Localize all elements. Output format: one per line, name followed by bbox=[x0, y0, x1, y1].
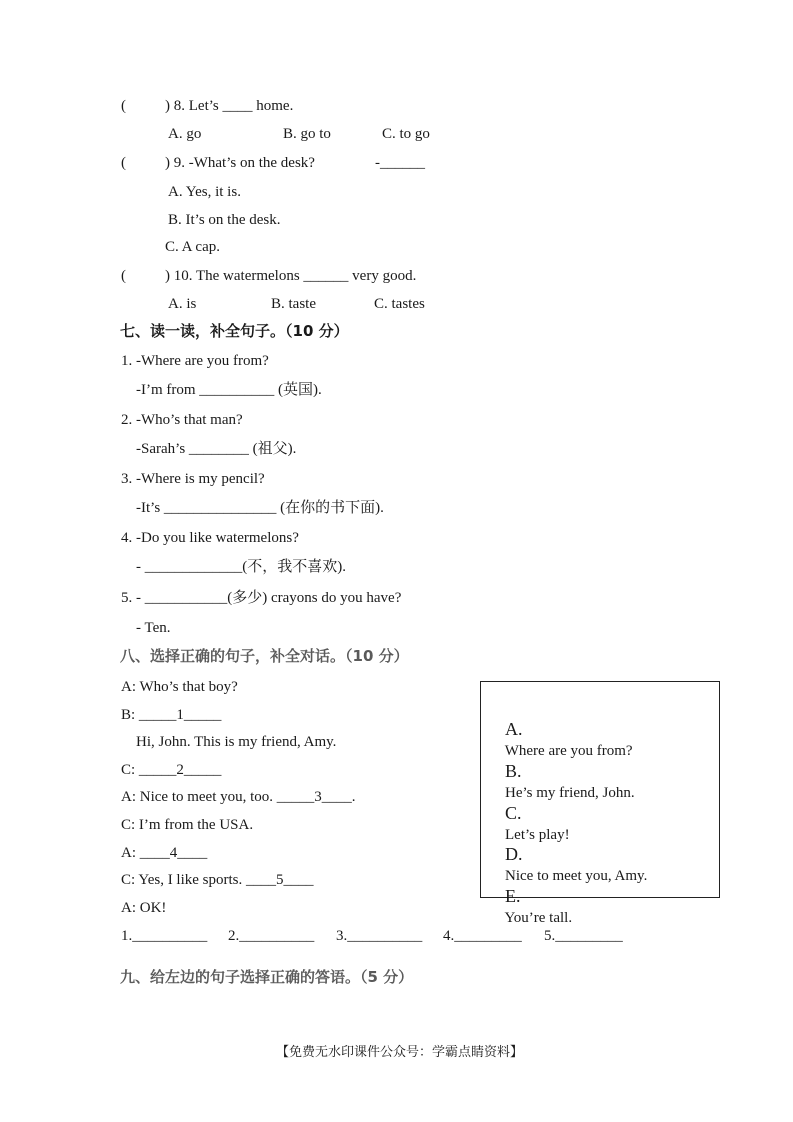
option-d-letter: D. bbox=[505, 844, 523, 864]
section7-heading: 七、读一读，补全句子。（10 分） bbox=[120, 322, 349, 340]
q9-option-b: B. It’s on the desk. bbox=[168, 212, 281, 228]
s8-dialogue-8: C: Yes, I like sports. ____5____ bbox=[121, 872, 314, 888]
q9-option-a: A. Yes, it is. bbox=[168, 184, 241, 200]
section8-heading: 八、选择正确的句子，补全对话。（10 分） bbox=[120, 647, 409, 665]
option-b-letter: B. bbox=[505, 761, 522, 781]
s8-answer-blank-2: 2.__________ bbox=[228, 928, 315, 944]
s8-dialogue-1: A: Who’s that boy? bbox=[121, 679, 238, 695]
s7-line-7: 4. -Do you like watermelons? bbox=[121, 530, 299, 546]
q10-option-c: C. tastes bbox=[374, 296, 425, 312]
section9-heading: 九、给左边的句子选择正确的答语。（5 分） bbox=[120, 968, 414, 986]
s8-answer-blank-4: 4._________ bbox=[443, 928, 522, 944]
q9-answer-blank: -______ bbox=[375, 155, 425, 171]
option-e-text: You’re tall. bbox=[504, 910, 573, 926]
s7-line-10: - Ten. bbox=[136, 620, 171, 636]
s7-line-6: -It’s _______________ (在你的书下面). bbox=[136, 500, 384, 516]
s7-line-9: 5. - ___________(多少) crayons do you have? bbox=[121, 590, 402, 606]
option-b-text: He’s my friend, John. bbox=[505, 785, 635, 801]
q8-option-a: A. go bbox=[168, 126, 202, 142]
s8-answer-blank-5: 5._________ bbox=[544, 928, 623, 944]
s7-line-2: -I’m from __________ (英国). bbox=[136, 382, 322, 398]
q10-text: ) 10. The watermelons ______ very good. bbox=[165, 268, 417, 284]
s8-answer-blank-3: 3.__________ bbox=[336, 928, 423, 944]
s7-line-1: 1. -Where are you from? bbox=[121, 353, 269, 369]
q8-option-b: B. go to bbox=[283, 126, 331, 142]
s8-dialogue-9: A: OK! bbox=[121, 900, 167, 916]
s7-line-8: - _____________(不，我不喜欢). bbox=[136, 559, 346, 575]
option-c-letter: C. bbox=[505, 803, 522, 823]
q8-text: ) 8. Let’s ____ home. bbox=[165, 98, 294, 114]
options-box bbox=[480, 681, 720, 926]
q9-text: ) 9. -What’s on the desk? bbox=[165, 155, 315, 171]
q10-option-b: B. taste bbox=[271, 296, 316, 312]
option-c-text: Let’s play! bbox=[505, 827, 570, 843]
s8-dialogue-7: A: ____4____ bbox=[121, 845, 208, 861]
s7-line-5: 3. -Where is my pencil? bbox=[121, 471, 265, 487]
q9-option-c: C. A cap. bbox=[165, 239, 220, 255]
option-a-letter: A. bbox=[505, 719, 523, 739]
q9-paren: ( bbox=[121, 155, 126, 171]
q8-option-c: C. to go bbox=[382, 126, 430, 142]
s8-dialogue-2: B: _____1_____ bbox=[121, 707, 222, 723]
s7-line-4: -Sarah’s ________ (祖父). bbox=[136, 441, 297, 457]
s8-dialogue-3: Hi, John. This is my friend, Amy. bbox=[136, 734, 337, 750]
option-a-text: Where are you from? bbox=[504, 743, 633, 759]
q10-paren: ( bbox=[121, 268, 126, 284]
option-d-text: Nice to meet you, Amy. bbox=[505, 868, 648, 884]
q10-option-a: A. is bbox=[168, 296, 197, 312]
footer bbox=[0, 1041, 793, 1060]
option-e bbox=[490, 866, 572, 948]
s8-dialogue-6: C: I’m from the USA. bbox=[121, 817, 254, 833]
s7-line-3: 2. -Who’s that man? bbox=[121, 412, 243, 428]
s8-answer-blank-1: 1.__________ bbox=[121, 928, 208, 944]
s8-dialogue-4: C: _____2_____ bbox=[121, 762, 222, 778]
q8-paren: ( bbox=[121, 98, 126, 114]
s8-dialogue-5: A: Nice to meet you, too. _____3____. bbox=[121, 789, 356, 805]
option-e-letter: E. bbox=[505, 886, 521, 906]
footer-text: 【免费无水印课件公众号：学霸点睛资料】 bbox=[275, 1045, 523, 1060]
